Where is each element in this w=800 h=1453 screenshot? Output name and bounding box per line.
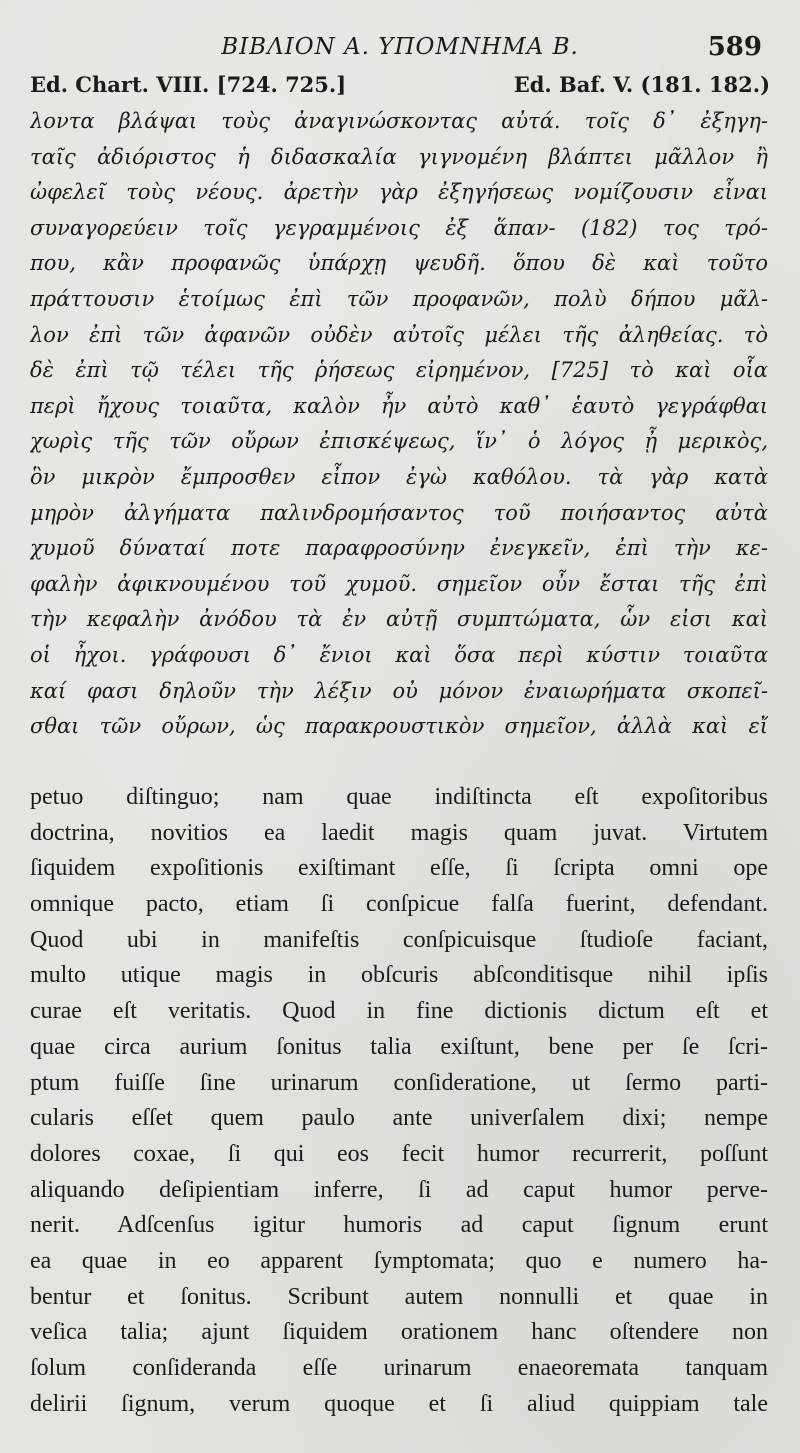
greek-line: οἱ ἦχοι. γράφουσι δ᾽ ἔνιοι καὶ ὅσα περὶ κύστιν τοιαῦτα [30,642,768,667]
latin-line: ptum fuiſſe ſine urinarum conſideratione, ut ſermo parti- [30,1069,768,1096]
latin-line: quae circa aurium ſonitus talia exiſtunt, bene per ſe ſcri- [30,1033,768,1060]
greek-line: λοντα βλάψαι τοὺς ἀναγινώσκοντας αὐτά. τοῖς δ᾽ ἐξηγη- [30,109,768,133]
greek-line: φαλὴν ἀφικνουμένου τοῦ χυμοῦ. σημεῖον οὖν ἔσται τῆς ἐπὶ [30,571,768,596]
latin-line: ſiquidem expoſitionis exiſtimant eſſe, ſi ſcripta omni ope [30,855,768,882]
greek-line: καί φασι δηλοῦν τὴν λέξιν οὐ μόνον ἐναιωρήματα σκοπεῖ- [30,678,768,703]
greek-line: συναγορεύειν τοῖς γεγραμμένοις ἐξ ἅπαν- (182) τος τρό- [30,215,768,240]
greek-line: περὶ ἤχους τοιαῦτα, καλὸν ἦν αὐτὸ καθ᾽ ἑαυτὸ γεγράφθαι [30,393,768,418]
latin-line: omnique pacto, etiam ſi conſpicue falſa fuerint, defendant. [30,891,768,918]
greek-line: ὠφελεῖ τοὺς νέους. ἀρετὴν γὰρ ἐξηγήσεως νομίζουσιν εἶναι [30,180,768,205]
greek-line: ὃν μικρὸν ἔμπροσθεν εἶπον ἐγὼ καθόλου. τὰ γὰρ κατὰ [30,464,768,489]
greek-line: πράττουσιν ἑτοίμως ἐπὶ τῶν προφανῶν, πολὺ δήπου μᾶλ- [30,286,768,311]
latin-line: delirii ſignum, verum quoque et ſi aliud quippiam tale [30,1390,768,1417]
latin-text-block [30,780,768,1422]
latin-line: curae eſt veritatis. Quod in fine dictionis dictum eſt et [30,998,768,1025]
greek-line: σθαι τῶν οὔρων, ὡς παρακρουστικὸν σημεῖον, ἀλλὰ καὶ εἴ [30,714,768,739]
edition-reference-line [30,72,770,102]
greek-line: χωρὶς τῆς τῶν οὔρων ἐπισκέψεως, ἵν᾽ ὁ λόγος ᾖ μερικὸς, [30,429,768,454]
page-number: 589 [707,32,762,62]
greek-line: μηρὸν ἀλγήματα παλινδρομήσαντος τοῦ ποιήσαντος αὐτὰ [30,500,768,525]
greek-line: λον ἐπὶ τῶν ἀφανῶν οὐδὲν αὐτοῖς μέλει τῆς ἀληθείας. τὸ [30,322,768,347]
greek-line: δὲ ἐπὶ τῷ τέλει τῆς ῥήσεως εἰρημένον, [725] τὸ καὶ οἷα [30,358,768,383]
running-head [0,32,800,66]
edition-basel-reference: Ed. Baf. V. (181. 182.) [513,72,770,97]
latin-line: bentur et ſonitus. Scribunt autem nonnulli et quae in [30,1283,768,1310]
latin-line: Quod ubi in manifeſtis conſpicuisque ſtudioſe faciant, [30,926,768,953]
edition-chartier-reference: Ed. Chart. VIII. [724. 725.] [30,72,347,97]
latin-line: multo utique magis in obſcuris abſconditisque nihil ipſis [30,962,768,989]
latin-line: ſolum conſideranda eſſe urinarum enaeoremata tanquam [30,1355,768,1381]
latin-line: nerit. Adſcenſus igitur humoris ad caput ſignum erunt [30,1212,768,1239]
greek-line: ταῖς ἀδιόριστος ἡ διδασκαλία γιγνομένη βλάπτει μᾶλλον ἢ [30,144,768,169]
running-title: ΒΙΒΛΙΟΝ Α. ΥΠΟΜΝΗΜΑ Β. [221,34,579,60]
latin-line: dolores coxae, ſi qui eos fecit humor recurrerit, poſſunt [30,1140,768,1167]
latin-line: petuo diſtinguo; nam quae indiſtincta eſt expoſitoribus [30,784,768,810]
greek-text-block [30,104,768,745]
latin-line: ea quae in eo apparent ſymptomata; quo e numero ha- [30,1247,768,1274]
latin-line: veſica talia; ajunt ſiquidem orationem hanc oſtendere non [30,1319,768,1346]
latin-line: doctrina, novitios ea laedit magis quam juvat. Virtutem [30,819,768,846]
latin-line: cularis eſſet quem paulo ante univerſalem dixi; nempe [30,1105,768,1132]
latin-line: aliquando deſipientiam inferre, ſi ad caput humor perve- [30,1176,768,1203]
greek-line: τὴν κεφαλὴν ἀνόδου τὰ ἐν αὐτῇ συμπτώματα, ὧν εἰσι καὶ [30,607,768,632]
greek-line: που, κἂν προφανῶς ὑπάρχῃ ψευδῆ. ὅπου δὲ καὶ τοῦτο [30,251,768,276]
greek-line: χυμοῦ δύναταί ποτε παραφροσύνην ἐνεγκεῖν, ἐπὶ τὴν κε- [30,536,768,561]
